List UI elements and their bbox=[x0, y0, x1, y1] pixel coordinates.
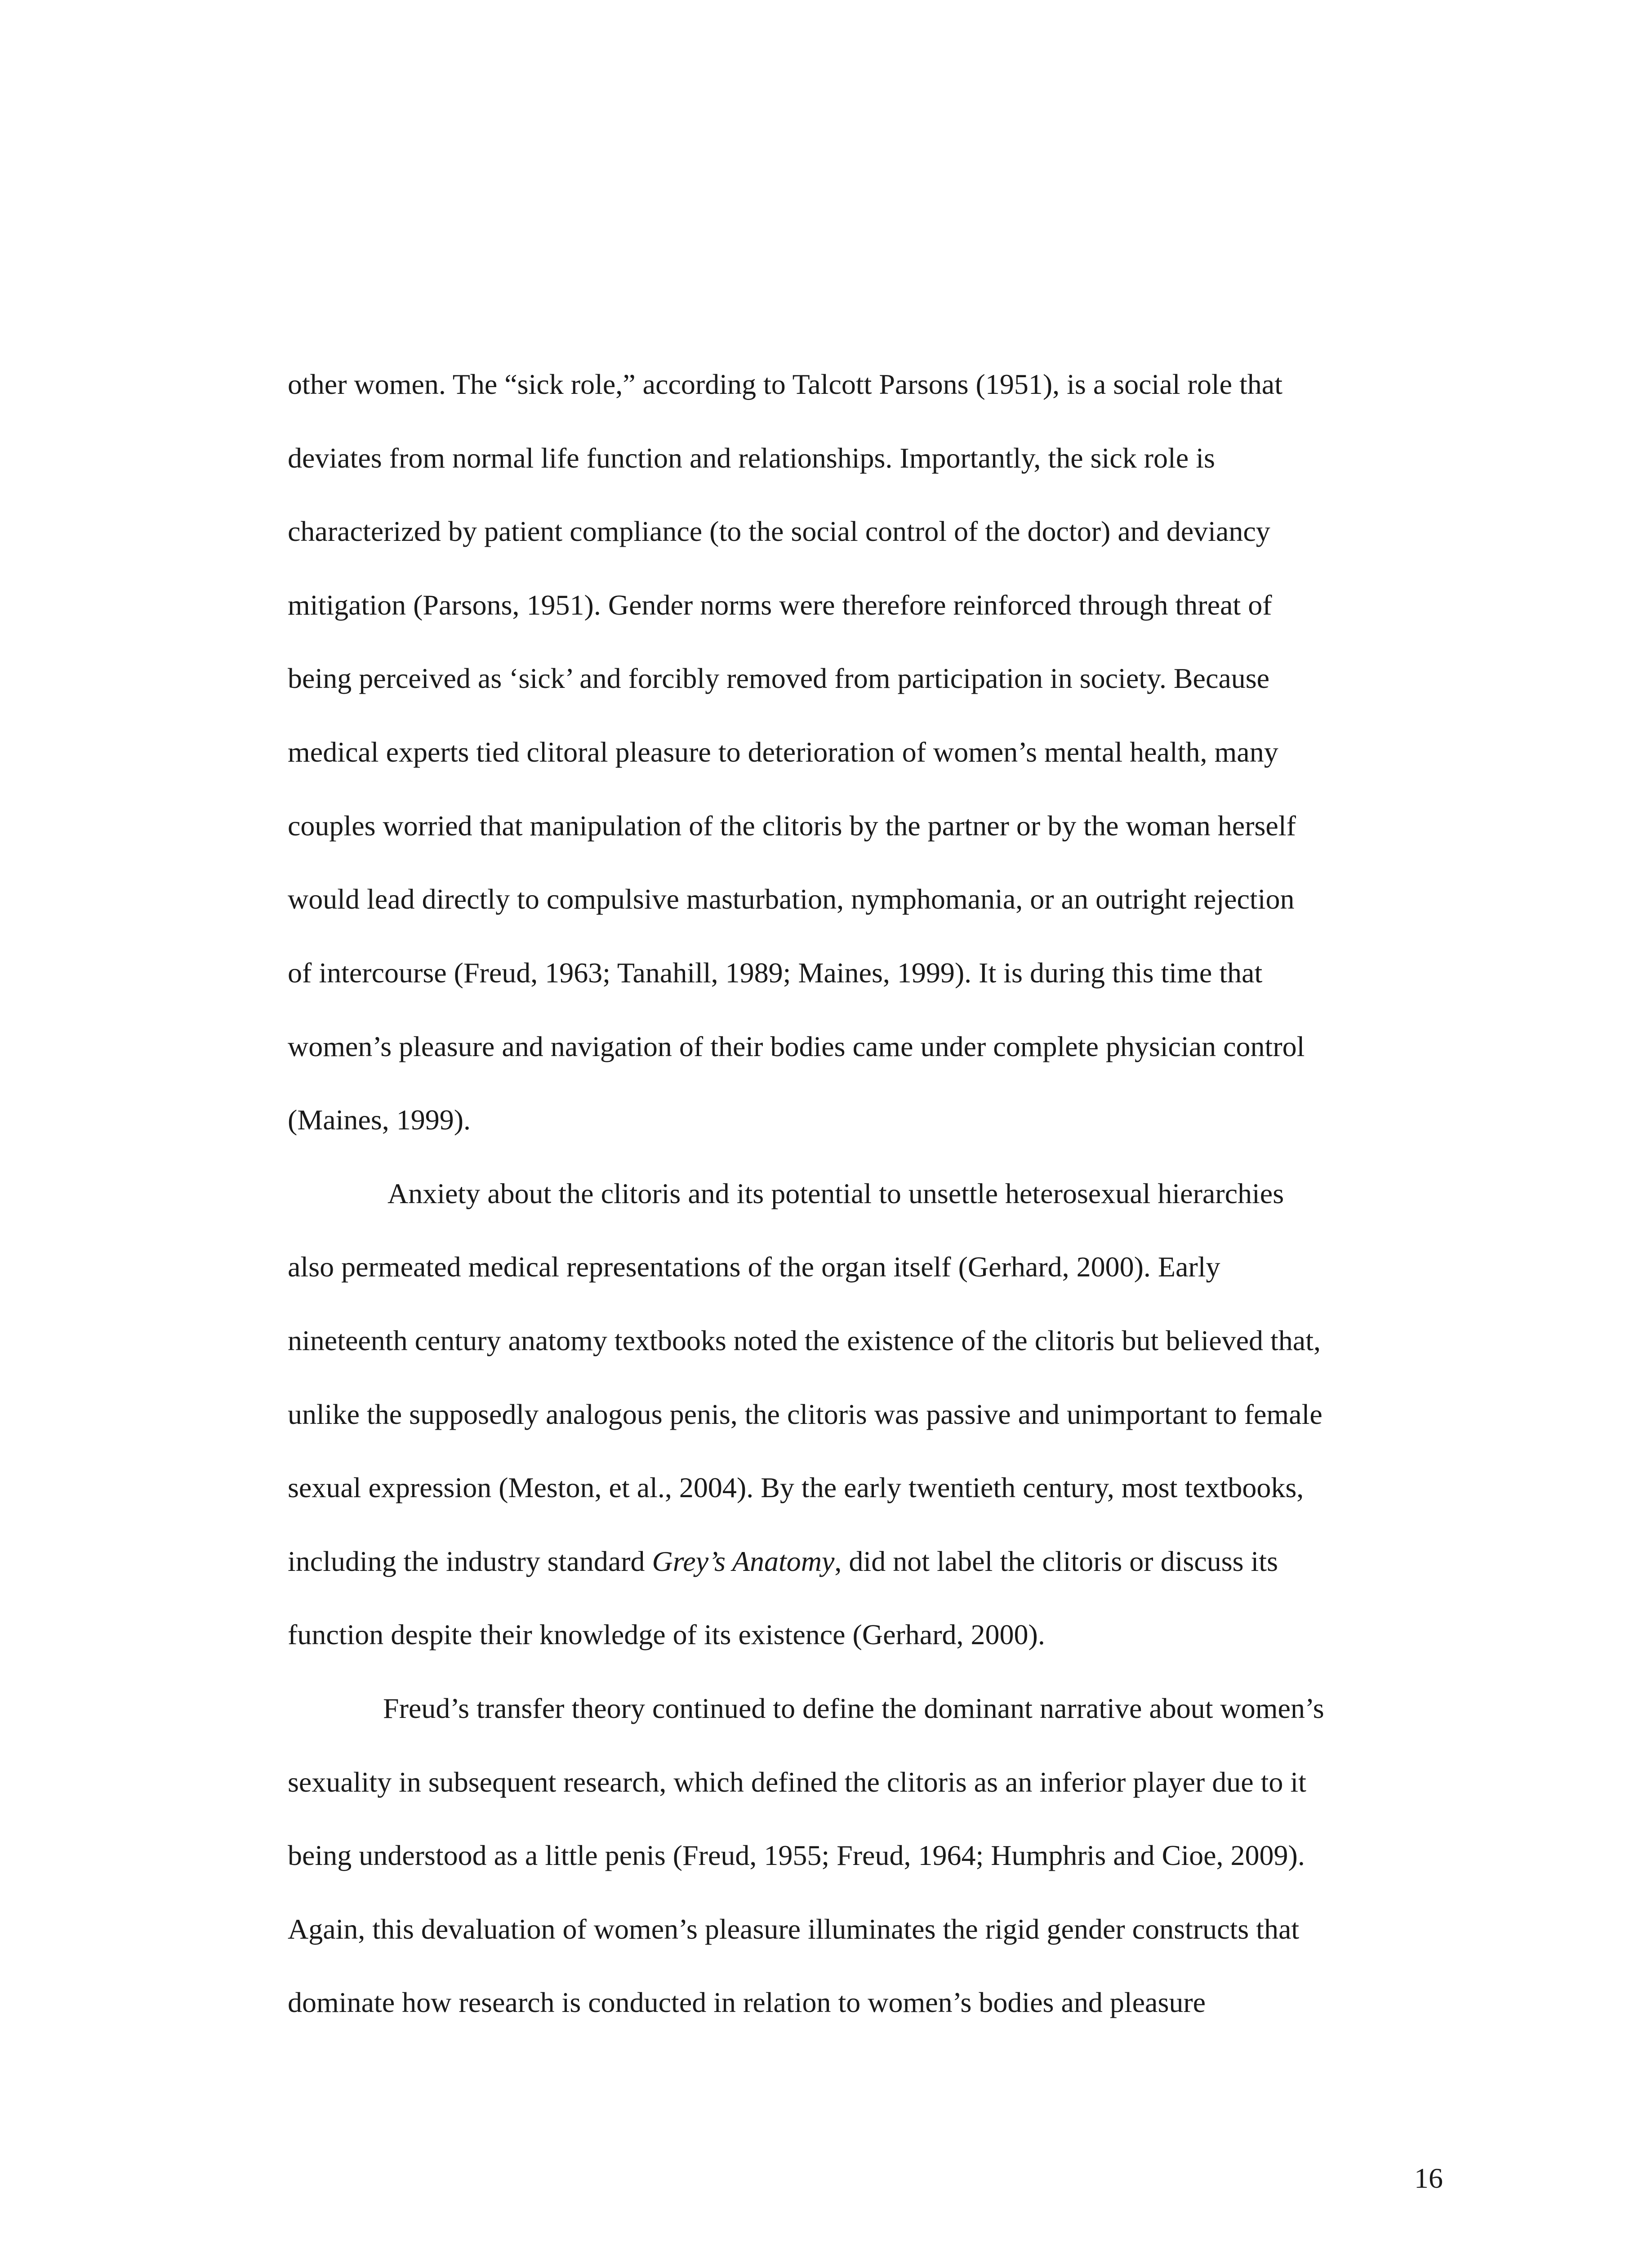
text-line: function despite their knowledge of its existence (Gerhard, 2000). bbox=[288, 1619, 1045, 1650]
text-line: characterized by patient compliance (to the social control of the doctor) and deviancy bbox=[288, 515, 1270, 547]
text-line bbox=[288, 1543, 1278, 1579]
book-title: Grey’s Anatomy bbox=[652, 1545, 835, 1577]
paragraph-first-line: Freud’s transfer theory continued to define the dominant narrative about women’s bbox=[383, 1692, 1324, 1724]
text-line: dominate how research is conducted in relation to women’s bodies and pleasure bbox=[288, 1986, 1206, 2018]
text-segment: , did not label the clitoris or discuss its bbox=[834, 1545, 1278, 1577]
text-line: also permeated medical representations of the organ itself (Gerhard, 2000). Early bbox=[288, 1251, 1220, 1283]
text-line: of intercourse (Freud, 1963; Tanahill, 1989; Maines, 1999). It is during this time that bbox=[288, 957, 1263, 989]
text-line: nineteenth century anatomy textbooks noted the existence of the clitoris but believed that, bbox=[288, 1325, 1321, 1356]
text-line: unlike the supposedly analogous penis, the clitoris was passive and unimportant to female bbox=[288, 1398, 1322, 1430]
text-line: Again, this devaluation of women’s pleasure illuminates the rigid gender constructs that bbox=[288, 1913, 1300, 1945]
text-line: being perceived as ‘sick’ and forcibly removed from participation in society. Because bbox=[288, 662, 1270, 694]
text-line: (Maines, 1999). bbox=[288, 1104, 471, 1136]
text-line: women’s pleasure and navigation of their bodies came under complete physician control bbox=[288, 1030, 1305, 1062]
page-number: 16 bbox=[1414, 2162, 1443, 2194]
text-line: being understood as a little penis (Freud, 1955; Freud, 1964; Humphris and Cioe, 2009). bbox=[288, 1839, 1305, 1871]
text-line: would lead directly to compulsive masturbation, nymphomania, or an outright rejection bbox=[288, 883, 1295, 915]
text-segment: including the industry standard bbox=[288, 1545, 652, 1577]
text-line: couples worried that manipulation of the clitoris by the partner or by the woman herself bbox=[288, 810, 1296, 842]
text-line: sexual expression (Meston, et al., 2004). By the early twentieth century, most textbooks, bbox=[288, 1472, 1304, 1503]
paragraph-first-line: Anxiety about the clitoris and its potential to unsettle heterosexual hierarchies bbox=[387, 1178, 1284, 1209]
text-line: other women. The “sick role,” according to Talcott Parsons (1951), is a social role that bbox=[288, 368, 1282, 400]
text-line: mitigation (Parsons, 1951). Gender norms were therefore reinforced through threat of bbox=[288, 589, 1272, 621]
text-line: sexuality in subsequent research, which defined the clitoris as an inferior player due to it bbox=[288, 1766, 1306, 1798]
text-line: medical experts tied clitoral pleasure to deterioration of women’s mental health, many bbox=[288, 736, 1278, 768]
text-line: deviates from normal life function and relationships. Importantly, the sick role is bbox=[288, 442, 1215, 474]
